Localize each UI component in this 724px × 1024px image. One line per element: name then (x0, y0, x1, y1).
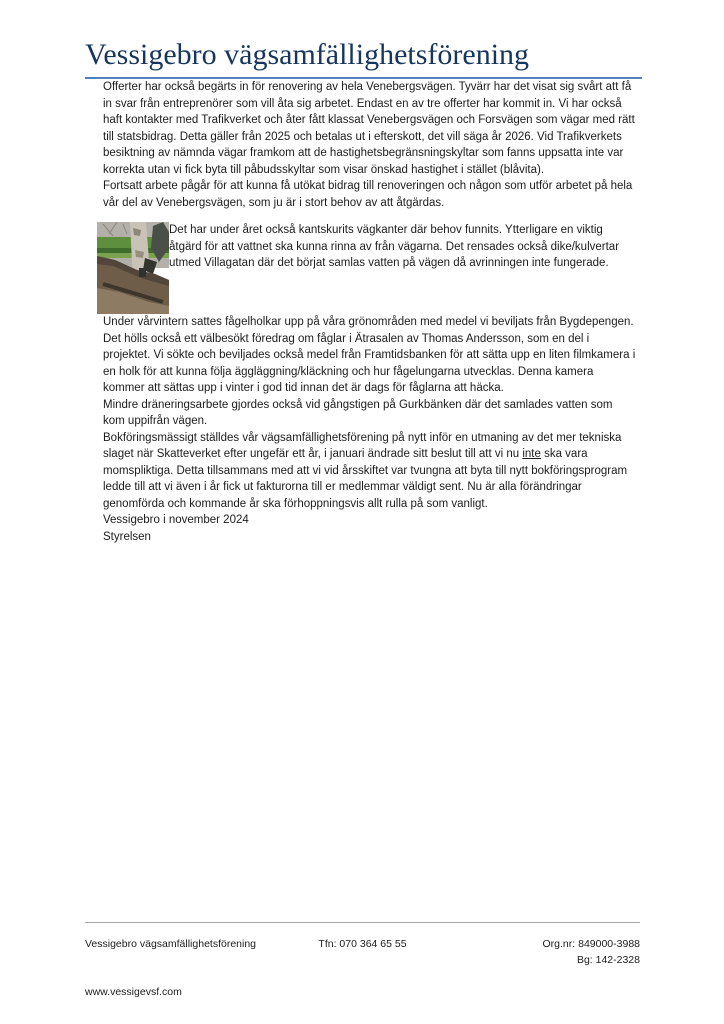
paragraph-kantskurits: Det har under året också kantskurits vägkanter där behov funnits. Ytterligare en viktig åtgärd för att vattnet ska kunna rinna av från vägarna. Det rensades också dike/kulvertar utmed Villagatan där det börjat samlas vatten på vägen då avrinningen inte fungerade. (169, 224, 620, 269)
footer-row-1 (85, 937, 640, 952)
paragraph-draneringsarbete: Mindre dräneringsarbete gjordes också vid gångstigen på Gurkbänken där det samlades vatten som kom uppifrån vägen. (103, 398, 613, 427)
footer-bankgiro: Bg: 142-2328 (576, 954, 640, 966)
ditch-photo-graphic (97, 222, 169, 314)
footer-org-name: Vessigebro vägsamfällighetsförening (85, 938, 257, 950)
signature-line: Styrelsen (103, 530, 151, 543)
paragraph-offerter-text: Offerter har också begärts in för renovering av hela Venebergsvägen. Tyvärr har det visat sig svårt att få in svar från entreprenörer som vill åta sig arbetet. Endast en av tre offerter har kommit in. Vi har också haft kontakter med Trafikverket och åter fått klassat Venebergsvägen och Forsvägen som vägar med rätt till statsbidrag. Detta gäller från 2025 och betalas ut i efterskott, det vill säga år 2026. Vid Trafikverkets besiktning av nämnda vägar framkom att de hastighetsbegränsningskyltar som fanns uppsatta inte var korrekta utan vi fick byta till påbudsskyltar som visar önskad hastighet i stället (blåvita). (103, 81, 635, 176)
document-content (103, 79, 637, 545)
bokforing-text-start: Bokföringsmässigt ställdes vår vägsamfällighetsförening på nytt inför en utmaning av det mer tekniska slaget när Skatteverket efter ungefär ett år, i januari ändrade sitt beslut till att vi nu (103, 431, 622, 460)
footer-row-2 (85, 953, 640, 968)
paragraph-bokforing (103, 430, 637, 513)
page-title: Vessigebro vägsamfällighetsförening (85, 38, 642, 79)
paragraph-fortsatt-text: Fortsatt arbete pågår för att kunna få utökat bidrag till renoveringen och någon som utför arbetet på hela vår del av Venebergsvägen, som ju är i stort behov av att åtgärdas. (103, 180, 633, 209)
date-line: Vessigebro i november 2024 (103, 514, 249, 526)
photo-paragraph-row (103, 222, 637, 314)
footer-org-number: Org.nr: 849000-3988 (542, 938, 640, 950)
paragraph-fagelholkar: Under vårvintern sattes fågelholkar upp på våra grönområden med medel vi beviljats från Bygdepengen. Det hölls också ett välbesökt föredrag om fåglar i Ätrasalen av Thomas Andersson, som en del i projektet. Vi sökte och beviljades också medel från Framtidsbanken för att sätta upp en liten filmkamera i en holk för att kunna följa äggläggning/kläckning och hur fågelungarna utvecklas. Denna kamera kommer att sättas upp i vinter i god tid innan det är dags för fåglarna att häcka. (103, 316, 636, 394)
paragraph-offerter (103, 79, 637, 211)
ditch-photo (97, 222, 169, 314)
footer-website: www.vessigevsf.com (85, 986, 182, 998)
bokforing-underlined-word: inte (522, 448, 541, 460)
bokforing-text-end: ska vara momspliktiga. Detta tillsammans med att vi vid årsskiftet var tvungna att byta till nytt bokföringsprogram ledde till att vi även i år fick ut fakturorna till er medlemmar väldigt sent. Nu är alla förändringar genomförda och kommande år ska förhoppningsvis allt rulla på som vanligt. (103, 448, 628, 510)
footer-phone: Tfn: 070 364 65 55 (318, 938, 407, 950)
page-footer (85, 922, 640, 1000)
